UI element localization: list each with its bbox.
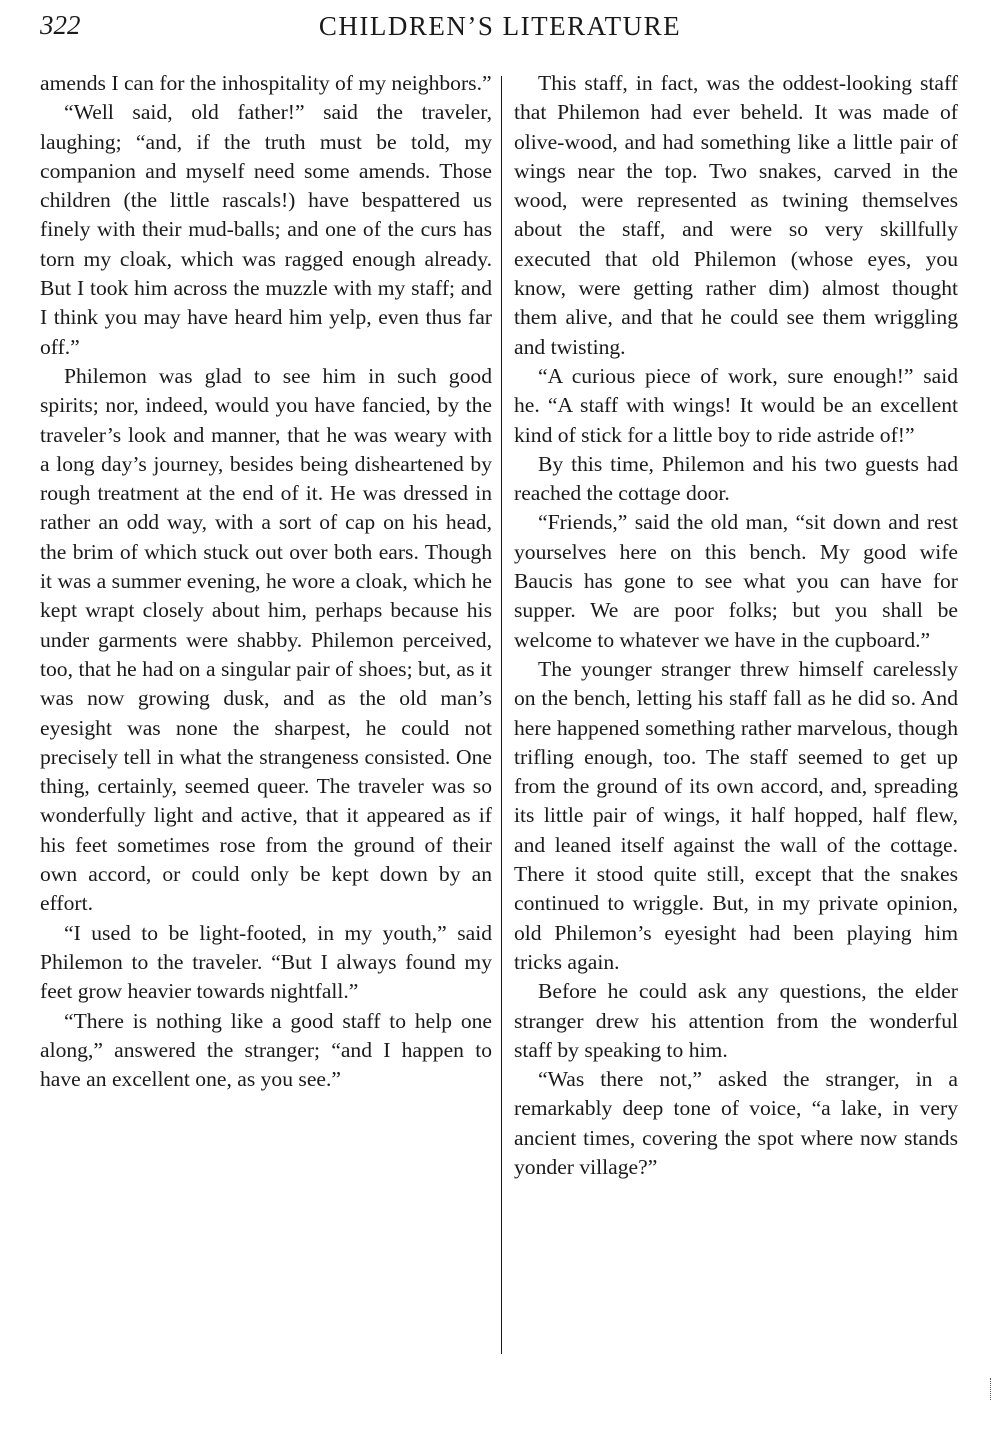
- paragraph: Philemon was glad to see him in such good spirits; nor, indeed, would you have fancied, by the traveler’s look and manner, that he was weary with a long day’s journey, besides being disheartened by rough treatment at the end of it. He was dressed in rather an odd way, with a sort of cap on his head, the brim of which stuck out over both ears. Though it was a summer evening, he wore a cloak, which he kept wrapt closely about him, perhaps because his under garments were shabby. Philemon perceived, too, that he had on a singular pair of shoes; but, as it was now growing dusk, and as the old man’s eyesight was none the sharpest, he could not precisely tell in what the strangeness consisted. One thing, certainly, seemed queer. The traveler was so wonderfully light and active, that it appeared as if his feet sometimes rose from the ground of their own accord, or could only be kept down by an effort.: [40, 363, 492, 916]
- scan-edge-mark: [990, 1378, 993, 1400]
- paragraph: “Friends,” said the old man, “sit down and rest yourselves here on this bench. My good wife Baucis has gone to see what you can have for supper. We are poor folks; but you shall be welcome to whatever we have in the cupboard.”: [514, 510, 958, 652]
- paragraph: This staff, in fact, was the oddest-looking staff that Philemon had ever beheld. It was made of olive-wood, and had something like a little pair of wings near the top. Two snakes, carved in the wood, were represented as twining themselves about the staff, and were so very skillfully executed that old Philemon (whose eyes, you know, were getting rather dim) almost thought them alive, and that he could see them wriggling and twisting.: [514, 71, 958, 359]
- page-number: 322: [40, 10, 81, 40]
- column-divider: [501, 76, 502, 1354]
- right-text-column: [514, 69, 958, 1182]
- paragraph: “There is nothing like a good staff to help one along,” answered the stranger; “and I happen to have an excellent one, as you see.”: [40, 1008, 492, 1092]
- running-title: CHILDREN’S LITERATURE: [318, 11, 682, 41]
- paragraph: The younger stranger threw himself carelessly on the bench, letting his staff fall as he did so. And here happened something rather marvelous, though trifling enough, too. The staff seemed to get up from the ground of its own accord, and, spreading its little pair of wings, it half hopped, half flew, and leaned itself against the wall of the cottage. There it stood quite still, except that the snakes continued to wriggle. But, in my private opinion, old Philemon’s eyesight had been playing him tricks again.: [514, 656, 958, 974]
- paragraph: “Well said, old father!” said the traveler, laughing; “and, if the truth must be told, my companion and myself need some amends. Those children (the little rascals!) have bespattered us finely with their mud-balls; and one of the curs has torn my cloak, which was ragged enough already. But I took him across the muzzle with my staff; and I think you may have heard him yelp, even thus far off.”: [40, 100, 492, 359]
- left-text-column: [40, 69, 492, 1094]
- paragraph: “Was there not,” asked the stranger, in a remarkably deep tone of voice, “a lake, in very ancient times, covering the spot where now stands yonder village?”: [514, 1067, 958, 1179]
- paragraph: “I used to be light-footed, in my youth,” said Philemon to the traveler. “But I always found my feet grow heavier towards nightfall.”: [40, 920, 492, 1004]
- paragraph: Before he could ask any questions, the elder stranger drew his attention from the wonderful staff by speaking to him.: [514, 979, 958, 1062]
- paragraph: amends I can for the inhospitality of my neighbors.”: [40, 71, 492, 95]
- paragraph: By this time, Philemon and his two guests had reached the cottage door.: [514, 451, 958, 506]
- paragraph: “A curious piece of work, sure enough!” said he. “A staff with wings! It would be an excellent kind of stick for a little boy to ride astride of!”: [514, 363, 958, 447]
